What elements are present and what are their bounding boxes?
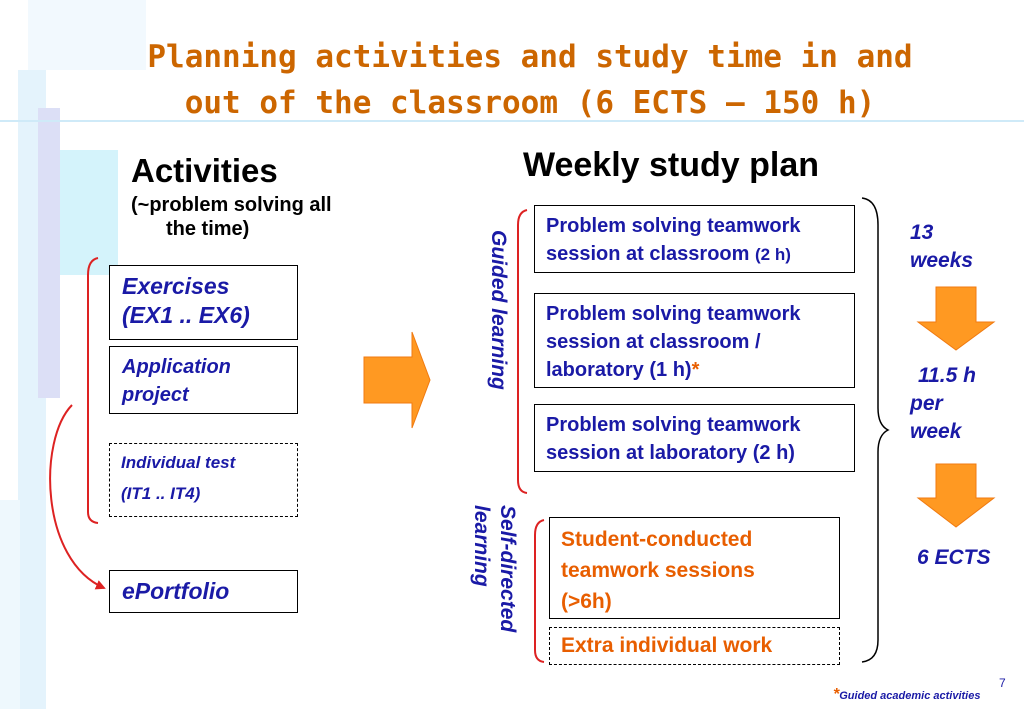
per-week-line-2: per (910, 392, 943, 415)
session-2-line-3-text: laboratory (1 h) (546, 359, 692, 381)
self-directed-line-1: Self-directed (496, 505, 519, 633)
weekly-total-brace (862, 198, 888, 662)
session-2-line-1: Problem solving teamwork (546, 303, 801, 325)
session-1-line-1: Problem solving teamwork (546, 215, 801, 237)
activities-subtitle-line-2: the time) (166, 218, 250, 240)
title-line-1: Planning activities and study time in and (147, 39, 913, 75)
self-directed-line-2: learning (470, 505, 493, 587)
session-3-line-1: Problem solving teamwork (546, 414, 801, 436)
individual-test-line-1: Individual test (121, 453, 236, 472)
page-number: 7 (999, 676, 1006, 690)
student-sessions-line-1: Student-conducted (561, 528, 753, 551)
guided-bracket (518, 210, 527, 493)
activities-subtitle-line-1: (~problem solving all (131, 194, 332, 216)
per-week-line-3: week (910, 420, 962, 443)
application-project-line-2: project (122, 384, 189, 406)
activities-bracket (88, 258, 98, 523)
self-directed-bracket (535, 520, 544, 662)
footnote-text: Guided academic activities (839, 690, 981, 702)
student-sessions-line-3: (>6h) (561, 590, 612, 613)
activities-heading: Activities (131, 152, 278, 189)
down-arrow-2 (918, 464, 994, 527)
extra-work-label: Extra individual work (561, 634, 773, 657)
per-week-line-1: 11.5 h (918, 364, 976, 387)
big-orange-arrow (364, 332, 430, 428)
ects-label: 6 ECTS (917, 546, 991, 569)
application-project-line-1: Application (122, 356, 231, 378)
exercises-line-2: (EX1 .. EX6) (122, 302, 250, 328)
exercises-line-1: Exercises (122, 273, 230, 299)
session-3-line-2: session at laboratory (2 h) (546, 442, 795, 464)
footnote-asterisk: * (833, 686, 840, 703)
guided-learning-label: Guided learning (487, 230, 510, 390)
session-1-hours: (2 h) (755, 245, 791, 264)
title-line-2: out of the classroom (6 ECTS – 150 h) (184, 85, 876, 121)
session-1-line-2-text: session at classroom (546, 243, 750, 265)
weekly-plan-heading: Weekly study plan (523, 146, 820, 184)
eportfolio-label: ePortfolio (122, 578, 230, 604)
eportfolio-arrow (50, 405, 104, 588)
down-arrow-1 (918, 287, 994, 350)
individual-test-line-2: (IT1 .. IT4) (121, 484, 201, 503)
weeks-line-2: weeks (910, 249, 974, 272)
session-2-asterisk: * (691, 359, 700, 381)
student-sessions-line-2: teamwork sessions (561, 559, 755, 582)
weeks-line-1: 13 (910, 221, 934, 244)
session-2-line-2: session at classroom / (546, 331, 761, 353)
